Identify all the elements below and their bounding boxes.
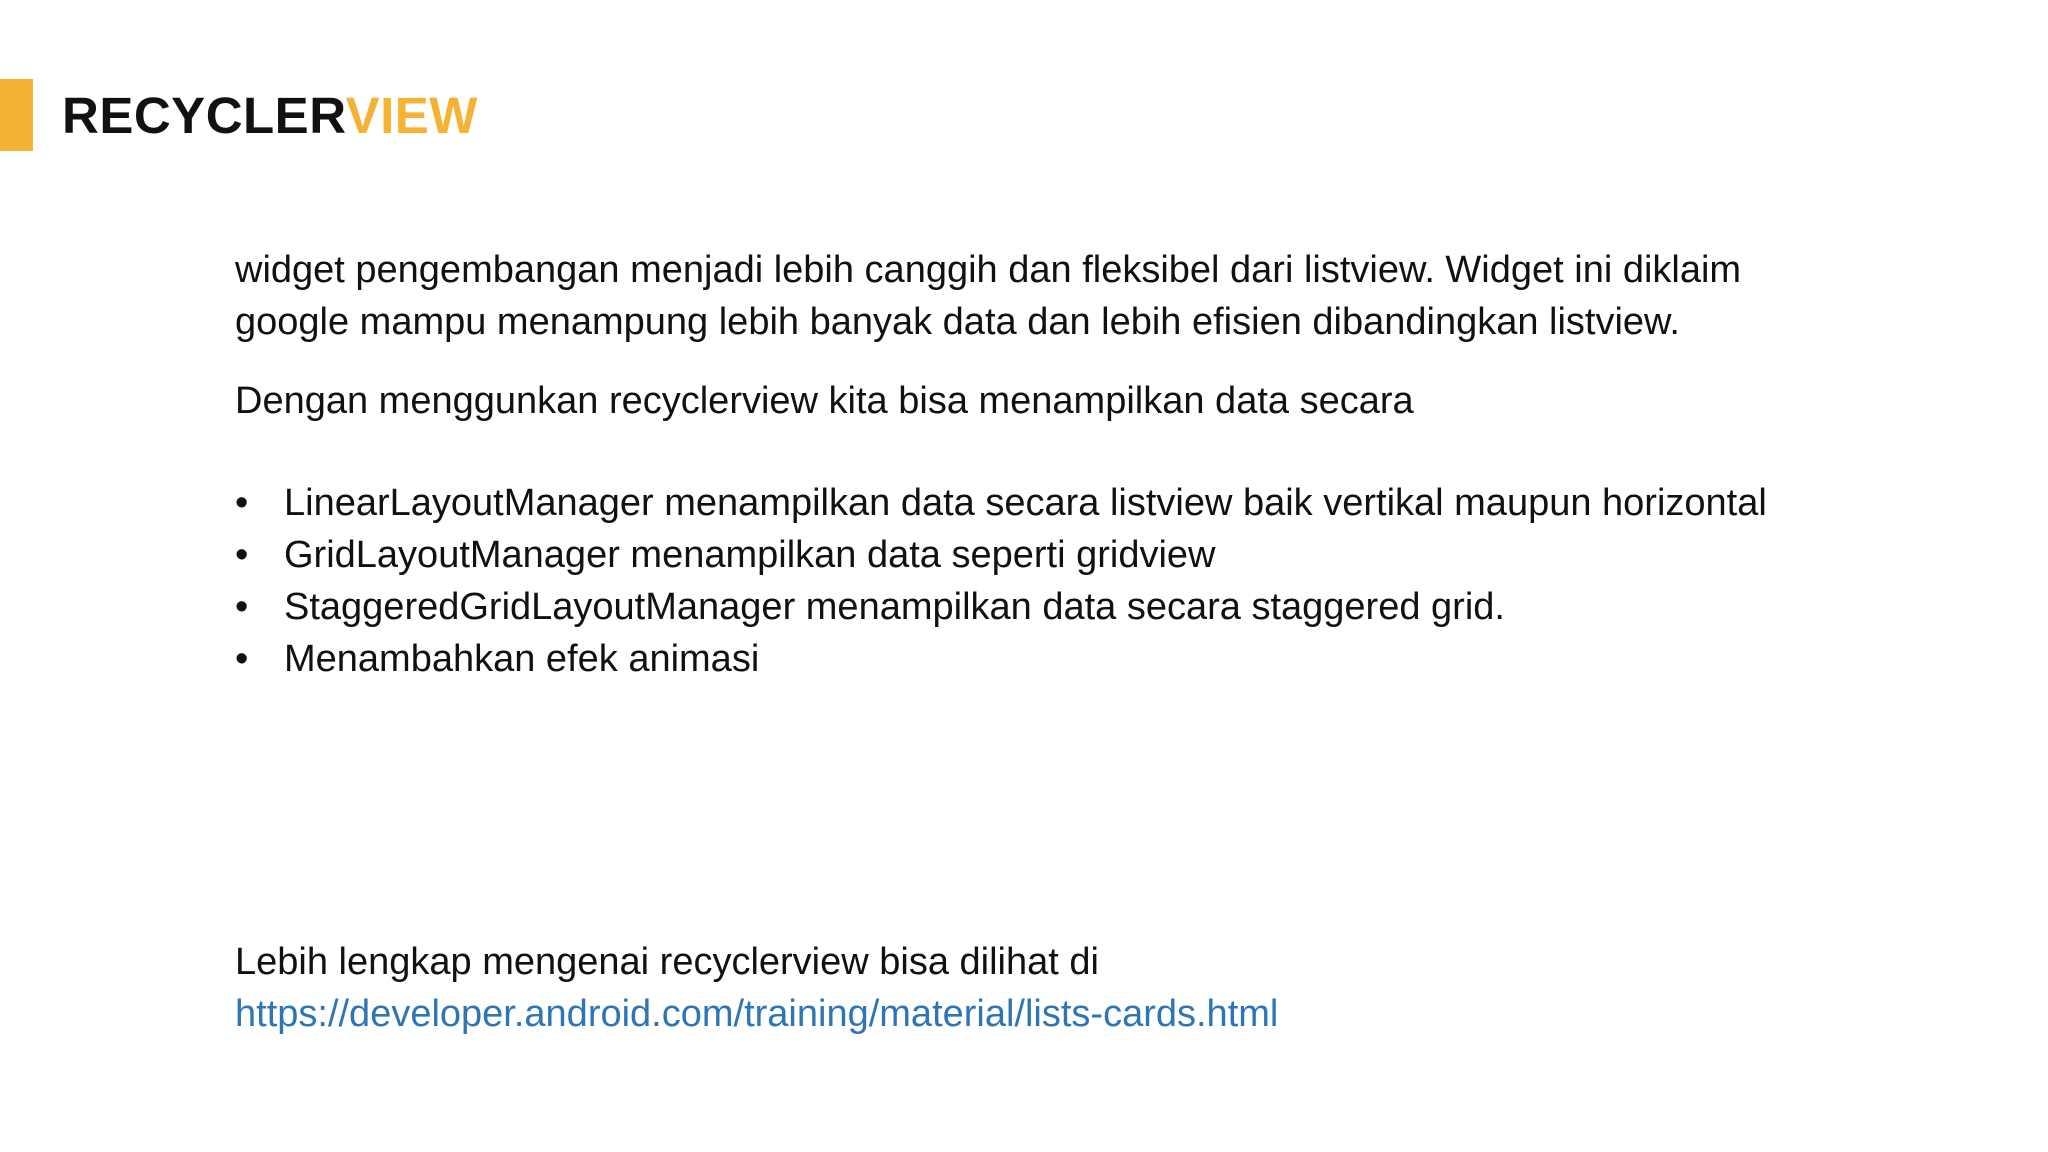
layout-manager-list bbox=[235, 477, 1795, 685]
bullet-icon: • bbox=[235, 482, 249, 524]
more-info-section bbox=[235, 936, 1795, 1040]
list-item-text: LinearLayoutManager menampilkan data secara listview baik vertikal maupun horizontal bbox=[284, 482, 1767, 524]
list-item bbox=[235, 477, 1795, 529]
more-info-text: Lebih lengkap mengenai recyclerview bisa dilihat di bbox=[235, 941, 1099, 983]
title-accent-bar bbox=[0, 79, 33, 151]
intro-paragraph: widget pengembangan menjadi lebih canggih dan fleksibel dari listview. Widget ini diklaim google mampu menampung lebih banyak data dan lebih efisien dibandingkan listview. bbox=[235, 249, 1742, 343]
list-item-text: GridLayoutManager menampilkan data seperti gridview bbox=[284, 534, 1216, 576]
usage-paragraph: Dengan menggunkan recyclerview kita bisa menampilkan data secara bbox=[235, 380, 1414, 422]
list-item-text: StaggeredGridLayoutManager menampilkan data secara staggered grid. bbox=[284, 586, 1505, 628]
slide-title bbox=[62, 86, 478, 146]
documentation-link[interactable]: https://developer.android.com/training/material/lists-cards.html bbox=[235, 993, 1279, 1035]
bullet-icon: • bbox=[235, 586, 249, 628]
slide-content bbox=[235, 244, 1795, 685]
title-part-view: VIEW bbox=[345, 87, 478, 144]
list-item bbox=[235, 633, 1795, 685]
bullet-icon: • bbox=[235, 638, 249, 680]
more-info-link-line bbox=[235, 988, 1795, 1040]
bullet-icon: • bbox=[235, 534, 249, 576]
list-item-text: Menambahkan efek animasi bbox=[284, 638, 760, 680]
list-item bbox=[235, 529, 1795, 581]
list-item bbox=[235, 581, 1795, 633]
title-part-recycler: RECYCLER bbox=[62, 87, 346, 144]
